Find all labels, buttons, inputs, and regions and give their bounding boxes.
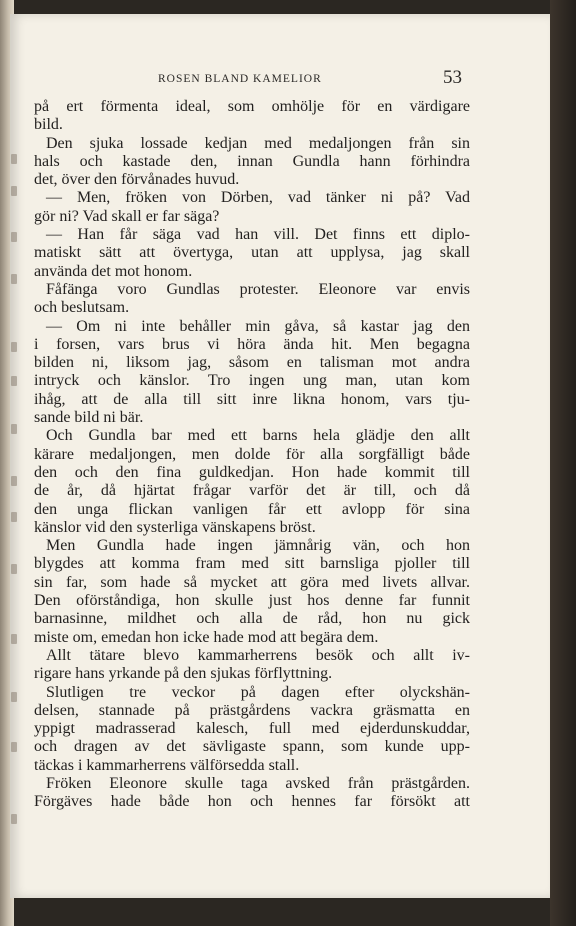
text-line: Den oförståndiga, hon skulle just hos denne far funnit [34, 592, 470, 610]
text-line: de år, då hjärtat frågar varför det är till, och då [34, 482, 470, 500]
text-line: Men Gundla hade ingen jämnårig vän, och hon [46, 537, 470, 555]
page-number: 53 [443, 67, 462, 88]
text-line: kärare medaljongen, men dolde för alla sorgfälligt både [34, 445, 470, 463]
book-page [10, 14, 550, 898]
text-line: miste om, emedan hon icke hade mod att begära dem. [34, 628, 379, 646]
text-line: använda det mot honom. [34, 262, 193, 280]
text-line: och beslutsam. [34, 299, 130, 317]
text-line: bild. [34, 116, 63, 134]
text-line: sin far, som hade så mycket att göra med livets allvar. [34, 573, 470, 591]
text-line: Allt tätare blevo kammarherrens besök och allt iv- [46, 646, 470, 664]
text-line: Slutligen tre veckor på dagen efter olyckshän- [46, 683, 470, 701]
text-line: den unga flickan vanligen får ett avlopp för sina [34, 500, 470, 518]
text-line: rigare hans yrkande på den sjukas förflyttning. [34, 665, 333, 683]
text-line: yppigt madrasserad kalesch, full med ejderdunskuddar, [34, 720, 470, 738]
text-line: barnasinne, mildhet och alla de råd, hon nu gick [34, 610, 470, 628]
text-line: det, över den förvånades huvud. [34, 171, 240, 189]
text-line: Fröken Eleonore skulle taga avsked från prästgården. [46, 774, 470, 792]
text-line: känslor vid den systerliga vänskapens bröst. [34, 518, 316, 536]
text-line: — Om ni inte behåller min gåva, så kastar jag den [46, 317, 470, 335]
text-line: intryck och känslor. Tro ingen ung man, utan kom [34, 372, 470, 390]
text-line: matiskt sätt att övertyga, utan att upplysa, jag skall [34, 244, 470, 262]
text-line: på ert förmenta ideal, som omhölje för en värdigare [34, 98, 470, 115]
text-line: bilden ni, liksom jag, såsom en talisman mot andra [34, 354, 470, 372]
book-edge [550, 0, 576, 926]
text-line: blygdes att komma fram med sitt barnsliga pjoller till [34, 555, 470, 573]
text-line: täckas i kammarherrens välförsedda stall. [34, 756, 300, 774]
text-line: Och Gundla bar med ett barns hela glädje den allt [46, 427, 470, 445]
text-line: delsen, stannade på prästgårdens vackra gräsmatta en [34, 701, 470, 719]
text-line: Fåfänga voro Gundlas protester. Eleonore var envis [46, 280, 470, 298]
text-line: Förgäves hade både hon och hennes far försökt att [34, 793, 470, 811]
text-line: Den sjuka lossade kedjan med medaljongen från sin [46, 134, 470, 152]
running-title: ROSEN BLAND KAMELIOR [158, 73, 322, 85]
text-line: i forsen, vars brus vi höra ända hit. Men begagna [34, 335, 470, 353]
text-line: och dragen av det sävligaste spann, som kunde upp- [34, 738, 470, 756]
text-line: — Han får säga vad han vill. Det finns ett diplo- [46, 226, 470, 244]
body-text [34, 98, 470, 812]
text-line: — Men, fröken von Dörben, vad tänker ni på? Vad [46, 189, 470, 207]
text-line: gör ni? Vad skall er far säga? [34, 207, 220, 225]
text-line: hals och kastade den, innan Gundla hann förhindra [34, 152, 470, 170]
running-header [150, 66, 462, 92]
text-line: sande bild ni bär. [34, 409, 144, 427]
text-line: ihåg, att de alla till sitt inre likna honom, vars tju- [34, 390, 470, 408]
text-line: den och den fina guldkedjan. Hon hade kommit till [34, 463, 470, 481]
